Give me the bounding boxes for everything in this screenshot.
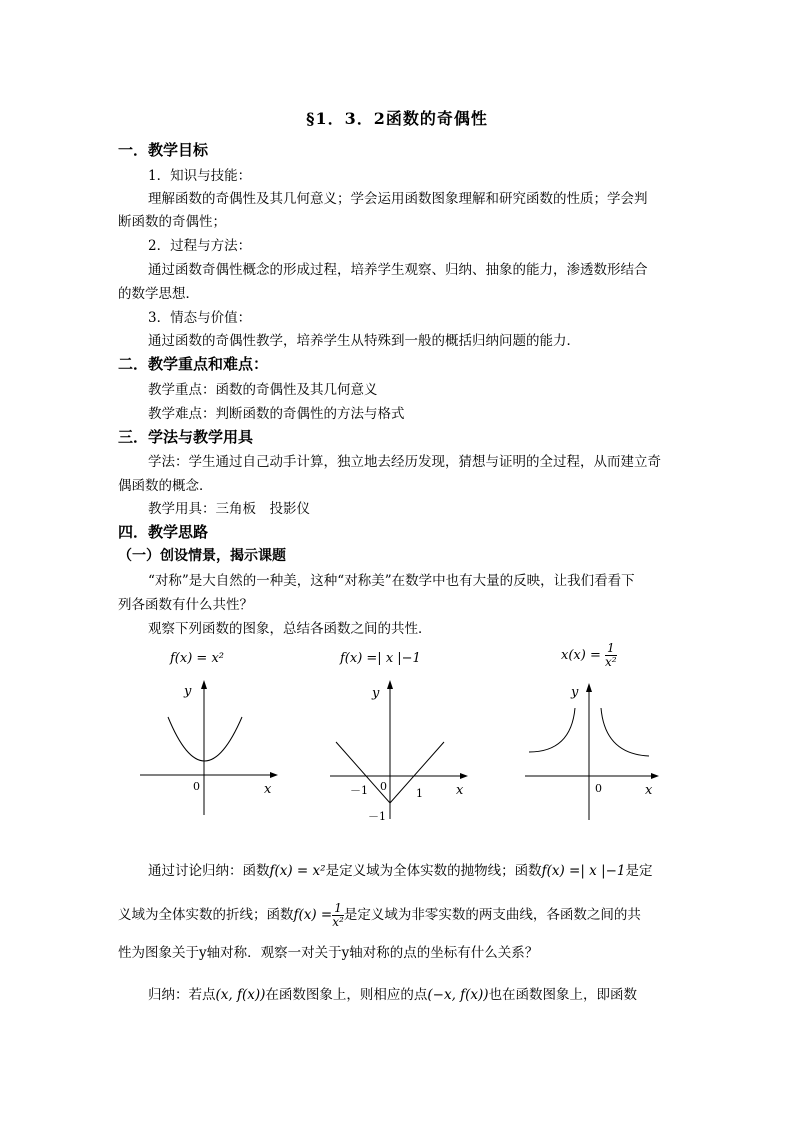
paragraph-line: 的数学思想． <box>118 286 199 302</box>
paragraph-line: 理解函数的奇偶性及其几何意义；学会运用函数图象理解和研究函数的性质；学会判 <box>148 191 648 207</box>
paragraph-line: 偶函数的概念． <box>118 478 213 494</box>
graph-parabola <box>140 645 290 825</box>
paragraph-line: 通过函数奇偶性概念的形成过程，培养学生观察、归纳、抽象的能力，渗透数形结合 <box>148 262 648 278</box>
formula: f(x) = <box>293 907 333 923</box>
paragraph-line: “对称”是大自然的一种美，这种“对称美”在数学中也有大量的反映，让我们看看下 <box>148 573 635 589</box>
y-axis-label: y <box>184 684 192 699</box>
page-title: §1．3．2函数的奇偶性 <box>306 109 488 128</box>
item-label-process: 2．过程与方法： <box>148 238 252 254</box>
tick-label-pos1: 1 <box>416 787 423 800</box>
origin-label: 0 <box>193 780 200 793</box>
paragraph-line: 通过讨论归纳：函数f(x) = x²是定义域为全体实数的抛物线；函数f(x) =| x |−1是定 <box>148 863 653 879</box>
formula: f(x) =| x |−1 <box>541 863 626 879</box>
paragraph-line: 学法：学生通过自己动手计算，独立地去经历发现，猜想与证明的全过程，从而建立奇 <box>148 454 661 470</box>
formula: (−x, f(x)) <box>427 987 489 1003</box>
graph-label: f(x) = x² <box>170 651 224 666</box>
formula: f(x) = x² <box>269 863 326 879</box>
x-axis-label: x <box>645 783 653 798</box>
y-axis-label: y <box>571 685 579 700</box>
paragraph-line: 断函数的奇偶性； <box>118 214 226 230</box>
paragraph-line: 教学用具：三角板 投影仪 <box>148 501 310 517</box>
y-axis-label: y <box>372 686 380 701</box>
origin-label: 0 <box>380 780 387 793</box>
section-heading-methods: 三．学法与教学用具 <box>118 428 254 446</box>
paragraph-line: 归纳：若点(x, f(x))在函数图象上，则相应的点(−x, f(x))也在函数图象上，即函数 <box>148 987 638 1003</box>
paragraph-line: 列各函数有什么共性？ <box>118 597 253 613</box>
graph-absolute-value <box>330 645 480 830</box>
graph-reciprocal-square <box>525 638 675 828</box>
paragraph-line: 教学重点：函数的奇偶性及其几何意义 <box>148 382 378 398</box>
section-heading-objectives: 一．教学目标 <box>118 141 209 159</box>
origin-label: 0 <box>595 782 602 795</box>
paragraph-line: 观察下列函数的图象，总结各函数之间的共性． <box>148 621 432 637</box>
graph-label: f(x) =| x |−1 <box>340 651 421 666</box>
paragraph-line: 通过函数的奇偶性教学，培养学生从特殊到一般的概括归纳问题的能力． <box>148 333 580 349</box>
section-heading-approach: 四．教学思路 <box>118 523 209 541</box>
subsection-heading: （一）创设情景，揭示课题 <box>118 548 286 564</box>
tick-label-yneg1: －1 <box>368 810 386 823</box>
paragraph-line: 教学难点：判断函数的奇偶性的方法与格式 <box>148 406 405 422</box>
fraction: $\frac{1}{\text{x²}}$ <box>332 901 344 929</box>
x-axis-label: x <box>264 782 272 797</box>
graph-label: x(x) = $\frac{1}{\text{x²}}$ <box>561 641 617 669</box>
item-label-knowledge: 1．知识与技能： <box>148 168 252 184</box>
section-heading-keypoints: 二．教学重点和难点： <box>118 355 269 373</box>
item-label-values: 3．情态与价值： <box>148 310 252 326</box>
tick-label-neg1: －1 <box>350 784 368 797</box>
paragraph-line: 性为图象关于y轴对称．观察一对关于y轴对称的点的坐标有什么关系？ <box>118 945 539 961</box>
x-axis-label: x <box>456 783 464 798</box>
paragraph-line: 义域为全体实数的折线；函数f(x) = $\frac{1}{\text{x²}}$ 是定义域为非零实数的两支曲线，各函数之间的共 <box>118 901 641 929</box>
formula: (x, f(x)) <box>215 987 266 1003</box>
